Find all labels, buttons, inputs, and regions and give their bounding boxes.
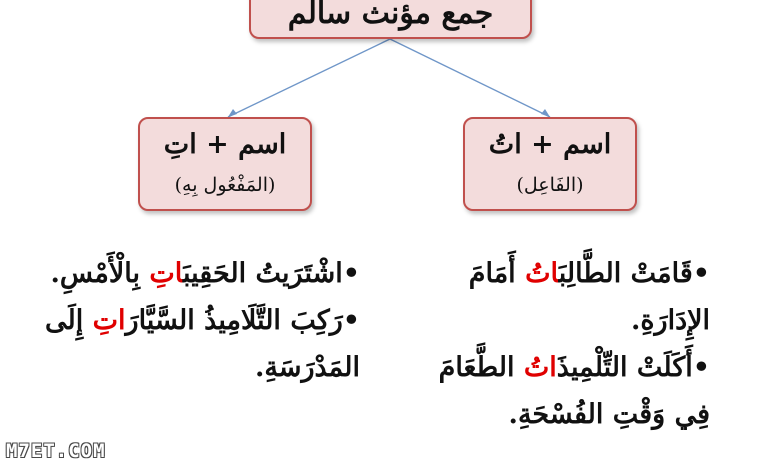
bullet: •	[342, 258, 360, 289]
example-text: رَكِبَ التَّلَامِيذُ السَّيَّارَ	[125, 305, 343, 336]
example-line	[20, 344, 360, 391]
nominative-case-label: (الفَاعِل)	[516, 174, 584, 196]
accusative-examples	[20, 250, 360, 391]
connector-to-left-box	[228, 39, 390, 117]
example-line	[400, 391, 710, 438]
highlighted-suffix: اتِ	[92, 305, 126, 336]
example-text: المَدْرَسَةِ.	[254, 352, 360, 383]
example-text: فِي وَقْتِ الفُسْحَةِ.	[508, 399, 710, 430]
highlighted-suffix: اتُ	[525, 258, 559, 289]
example-text: قَامَتْ الطَّالِبَ	[558, 258, 693, 289]
nominative-formula: اسم + اتُ	[488, 129, 612, 160]
example-line	[400, 344, 710, 391]
example-text: الإِدَارَةِ.	[630, 305, 710, 336]
example-line	[20, 297, 360, 344]
accusative-formula: اسم + اتِ	[163, 129, 287, 160]
arrowhead-left	[228, 109, 237, 117]
title-box	[249, 0, 532, 39]
example-text: إِلَى	[44, 305, 93, 336]
site-watermark: M7ET.COM	[6, 440, 106, 462]
example-text: أَكَلَتْ التِّلْمِيذَ	[556, 352, 693, 383]
title-text: جمع مؤنث سالم	[287, 0, 494, 31]
arrowhead-right	[541, 109, 550, 117]
accusative-box	[138, 117, 312, 211]
bullet: •	[692, 258, 710, 289]
accusative-case-label: (المَفْعُول بِهِ)	[174, 174, 276, 196]
example-text: اشْتَرَيتُ الحَقِيبَ	[183, 258, 343, 289]
highlighted-suffix: اتُ	[523, 352, 557, 383]
example-text: الطَّعَامَ	[438, 352, 524, 383]
highlighted-suffix: اتِ	[149, 258, 184, 289]
nominative-box	[463, 117, 637, 211]
example-line	[400, 297, 710, 344]
example-text: بِالْأَمْسِ.	[50, 258, 150, 289]
example-text: أَمَامَ	[468, 258, 526, 289]
example-line	[400, 250, 710, 297]
bullet: •	[692, 352, 710, 383]
connector-to-right-box	[390, 39, 550, 117]
bullet: •	[342, 305, 360, 336]
example-line	[20, 250, 360, 297]
nominative-examples	[400, 250, 710, 438]
